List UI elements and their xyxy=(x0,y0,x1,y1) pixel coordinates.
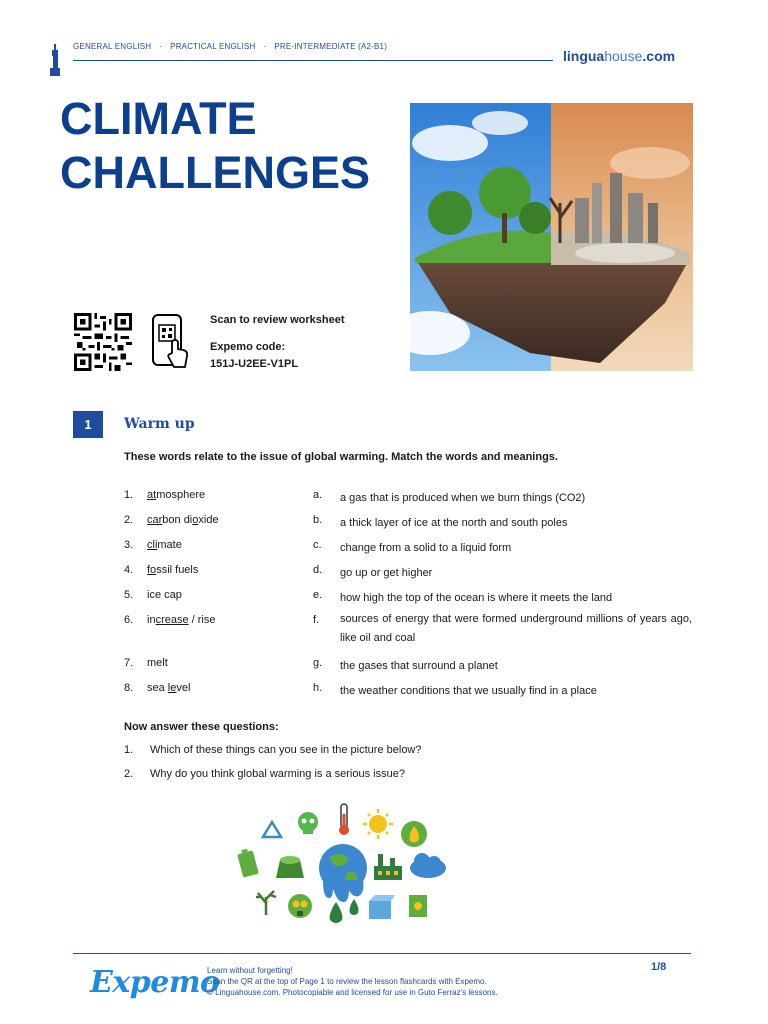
title-line-2: CHALLENGES xyxy=(60,147,371,198)
section-title: Warm up xyxy=(124,416,195,432)
footer-tagline: Learn without forgetting! xyxy=(207,966,293,975)
title-line-1: CLIMATE xyxy=(60,93,257,144)
vocab-definition: a gas that is produced when we burn things (CO2) xyxy=(340,492,586,504)
vocab-row: 1. atmosphere a. a gas that is produced when we burn things (CO2) xyxy=(124,489,692,514)
expemo-code-value: 151J-U2EE-V1PL xyxy=(210,358,299,370)
hero-image-floating-island xyxy=(410,103,693,371)
question-item: 1. Which of these things can you see in the picture below? xyxy=(124,744,422,756)
phone-scan-icon xyxy=(150,313,192,371)
battery-icon xyxy=(236,847,258,877)
toxic-barrel-icon xyxy=(409,895,427,917)
vocab-definition: the gases that surround a planet xyxy=(340,660,498,672)
vocab-definition: the weather conditions that we usually find in a place xyxy=(340,685,597,697)
statue-of-liberty-icon xyxy=(48,44,62,76)
expemo-logo[interactable]: Expemo xyxy=(90,965,220,1000)
vocab-word: fossil fuels xyxy=(147,564,199,576)
climate-icons-illustration xyxy=(228,796,458,936)
crumb-practical-english[interactable]: PRACTICAL ENGLISH xyxy=(170,42,256,51)
vocab-word: carbon dioxide xyxy=(147,514,219,526)
vocab-word: melt xyxy=(147,657,168,669)
vocab-row: 6. increase / rise f. sources of energy that were formed underground millions of years ago, like oil and coal xyxy=(124,614,692,657)
linguahouse-logo[interactable]: linguahouse.com xyxy=(563,48,676,64)
sun-icon xyxy=(363,809,393,839)
fire-icon xyxy=(401,821,427,847)
thermometer-icon xyxy=(339,804,349,835)
questions-label: Now answer these questions: xyxy=(124,721,279,733)
factory-icon xyxy=(374,854,402,880)
scan-label: Scan to review worksheet xyxy=(210,314,345,326)
qr-code[interactable] xyxy=(73,313,133,371)
recycle-icon xyxy=(263,822,281,837)
vocab-definition: sources of energy that were formed underground millions of years ago, like oil and coal xyxy=(340,613,692,644)
skull-icon xyxy=(298,812,318,834)
footer-copyright: © Linguahouse.com. Photocopiable and licensed for use in Guto Ferraz's lessons. xyxy=(207,988,498,997)
question-item: 2. Why do you think global warming is a serious issue? xyxy=(124,768,405,780)
vocab-row: 8. sea level h. the weather conditions that we usually find in a place xyxy=(124,682,692,707)
vocab-row: 4. fossil fuels d. go up or get higher xyxy=(124,564,692,589)
vocab-definition: a thick layer of ice at the north and south poles xyxy=(340,517,568,529)
vocab-row: 7. melt g. the gases that surround a planet xyxy=(124,657,692,682)
crumb-general-english[interactable]: GENERAL ENGLISH xyxy=(73,42,152,51)
vocab-definition: change from a solid to a liquid form xyxy=(340,542,512,554)
breadcrumb: GENERAL ENGLISH · PRACTICAL ENGLISH · PRE-INTERMEDIATE (A2-B1) xyxy=(73,42,388,51)
dead-tree-icon xyxy=(256,891,276,915)
tree-stump-icon xyxy=(276,856,304,878)
vocab-definition: go up or get higher xyxy=(340,567,433,579)
header-divider xyxy=(73,60,553,61)
vocab-word: increase / rise xyxy=(147,614,216,626)
droplet-icon xyxy=(350,899,359,915)
footer-divider xyxy=(73,953,691,954)
vocab-word: climate xyxy=(147,539,182,551)
vocab-match-list xyxy=(124,489,692,707)
melting-earth-icon xyxy=(319,844,367,902)
vocab-row: 5. ice cap e. how high the top of the ocean is where it meets the land xyxy=(124,589,692,614)
footer-text xyxy=(207,965,498,998)
footer-instruction: Scan the QR at the top of Page 1 to review the lesson flashcards with Expemo. xyxy=(207,977,487,986)
vocab-word: sea level xyxy=(147,682,191,694)
section-instruction: These words relate to the issue of global warming. Match the words and meanings. xyxy=(124,451,558,463)
vocab-row: 2. carbon dioxide b. a thick layer of ice at the north and south poles xyxy=(124,514,692,539)
gas-mask-icon xyxy=(288,894,312,918)
vocab-definition: how high the top of the ocean is where it meets the land xyxy=(340,592,613,604)
crumb-level[interactable]: PRE-INTERMEDIATE (A2-B1) xyxy=(274,42,388,51)
ice-cube-icon xyxy=(369,895,395,919)
vocab-word: atmosphere xyxy=(147,489,206,501)
section-number-badge: 1 xyxy=(73,411,103,438)
droplet-icon xyxy=(330,902,343,923)
expemo-code-label: Expemo code: xyxy=(210,341,286,353)
vocab-word: ice cap xyxy=(147,589,182,601)
page-number: 1/8 xyxy=(651,961,667,973)
co2-cloud-icon xyxy=(410,853,446,878)
page-title xyxy=(60,92,370,200)
vocab-row: 3. climate c. change from a solid to a liquid form xyxy=(124,539,692,564)
